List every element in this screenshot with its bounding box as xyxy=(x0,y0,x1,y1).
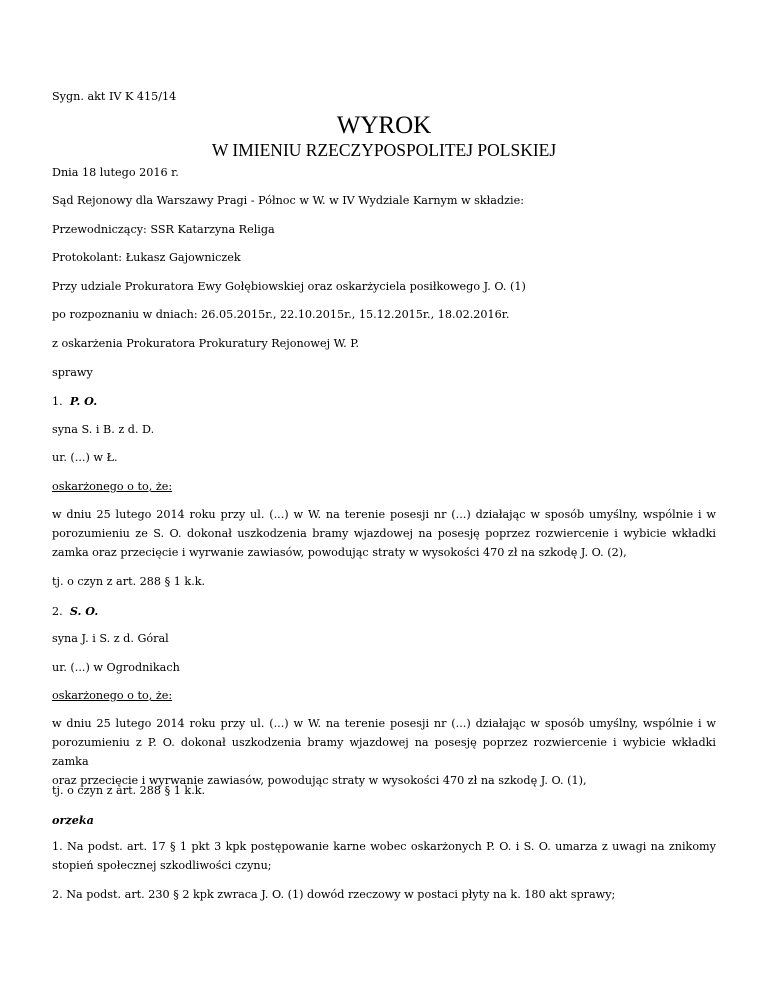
indictment-line: z oskarżenia Prokuratora Prokuratury Rejonowej W. P. xyxy=(52,337,360,350)
hearing-dates-line: po rozpoznaniu w dniach: 26.05.2015r., 22.10.2015r., 15.12.2015r., 18.02.2016r. xyxy=(52,308,510,321)
case-word: sprawy xyxy=(52,366,93,379)
defendant-name: S. O. xyxy=(69,604,99,618)
document-title: WYROK xyxy=(336,112,432,139)
ruling-item xyxy=(52,837,716,875)
defendant-number: 1. xyxy=(52,395,63,408)
defendant-parents: syna S. i B. z d. D. xyxy=(52,423,155,436)
ruling-heading: orzeka xyxy=(52,813,94,827)
charge-text xyxy=(52,714,716,790)
ruling-item: 2. Na podst. art. 230 § 2 kpk zwraca J. O. (1) dowód rzeczowy w postaci płyty na k. 180 akt sprawy; xyxy=(52,888,616,901)
court-line: Sąd Rejonowy dla Warszawy Pragi - Północ w W. w IV Wydziale Karnym w składzie: xyxy=(52,194,524,207)
defendant-heading xyxy=(52,393,97,410)
accused-label: oskarżonego o to, że: xyxy=(52,480,173,493)
defendant-birth: ur. (...) w Ł. xyxy=(52,451,118,464)
charge-line: w dniu 25 lutego 2014 roku przy ul. (...) w W. na terenie posesji nr (...) działając w sposób umyślny, wspólnie i w xyxy=(52,508,716,521)
defendant-number: 2. xyxy=(52,605,63,618)
charge-line: oraz przecięcie i wyrwanie zawiasów, powodując straty w wysokości 470 zł na szkodę J. O. (1), xyxy=(52,774,587,787)
document-subtitle: W IMIENIU RZECZYPOSPOLITEJ POLSKIEJ xyxy=(211,140,557,160)
charge-line: zamka oraz przecięcie i wyrwanie zawiasów, powodując straty w wysokości 470 zł na szkodę J. O. (2), xyxy=(52,546,627,559)
judge-line: Przewodniczący: SSR Katarzyna Religa xyxy=(52,223,275,236)
charge-line: porozumieniu ze S. O. dokonał uszkodzenia bramy wjazdowej na posesję poprzez rozwiercenie i wybicie wkładki xyxy=(52,527,716,540)
defendant-parents: syna J. i S. z d. Góral xyxy=(52,632,169,645)
defendant-birth: ur. (...) w Ogrodnikach xyxy=(52,661,180,674)
defendant-heading xyxy=(52,603,98,620)
charge-article: tj. o czyn z art. 288 § 1 k.k. xyxy=(52,784,206,797)
date-line: Dnia 18 lutego 2016 r. xyxy=(52,166,179,179)
charge-line: porozumieniu z P. O. dokonał uszkodzenia bramy wjazdowej na posesję poprzez rozwiercenie i wybicie wkładki zamka xyxy=(52,736,716,768)
charge-article: tj. o czyn z art. 288 § 1 k.k. xyxy=(52,575,206,588)
ruling-line: 1. Na podst. art. 17 § 1 pkt 3 kpk postępowanie karne wobec oskarżonych P. O. i S. O. umarza z uwagi na znikomy xyxy=(52,840,716,853)
clerk-line: Protokolant: Łukasz Gajowniczek xyxy=(52,251,241,264)
case-reference: Sygn. akt IV K 415/14 xyxy=(52,90,177,103)
charge-line: w dniu 25 lutego 2014 roku przy ul. (...) w W. na terenie posesji nr (...) działając w sposób umyślny, wspólnie i w xyxy=(52,717,716,730)
accused-label: oskarżonego o to, że: xyxy=(52,689,173,702)
prosecutor-line: Przy udziale Prokuratora Ewy Gołębiowskiej oraz oskarżyciela posiłkowego J. O. (1) xyxy=(52,280,526,293)
ruling-line: stopień społecznej szkodliwości czynu; xyxy=(52,859,272,872)
charge-text xyxy=(52,505,716,562)
defendant-name: P. O. xyxy=(69,394,98,408)
